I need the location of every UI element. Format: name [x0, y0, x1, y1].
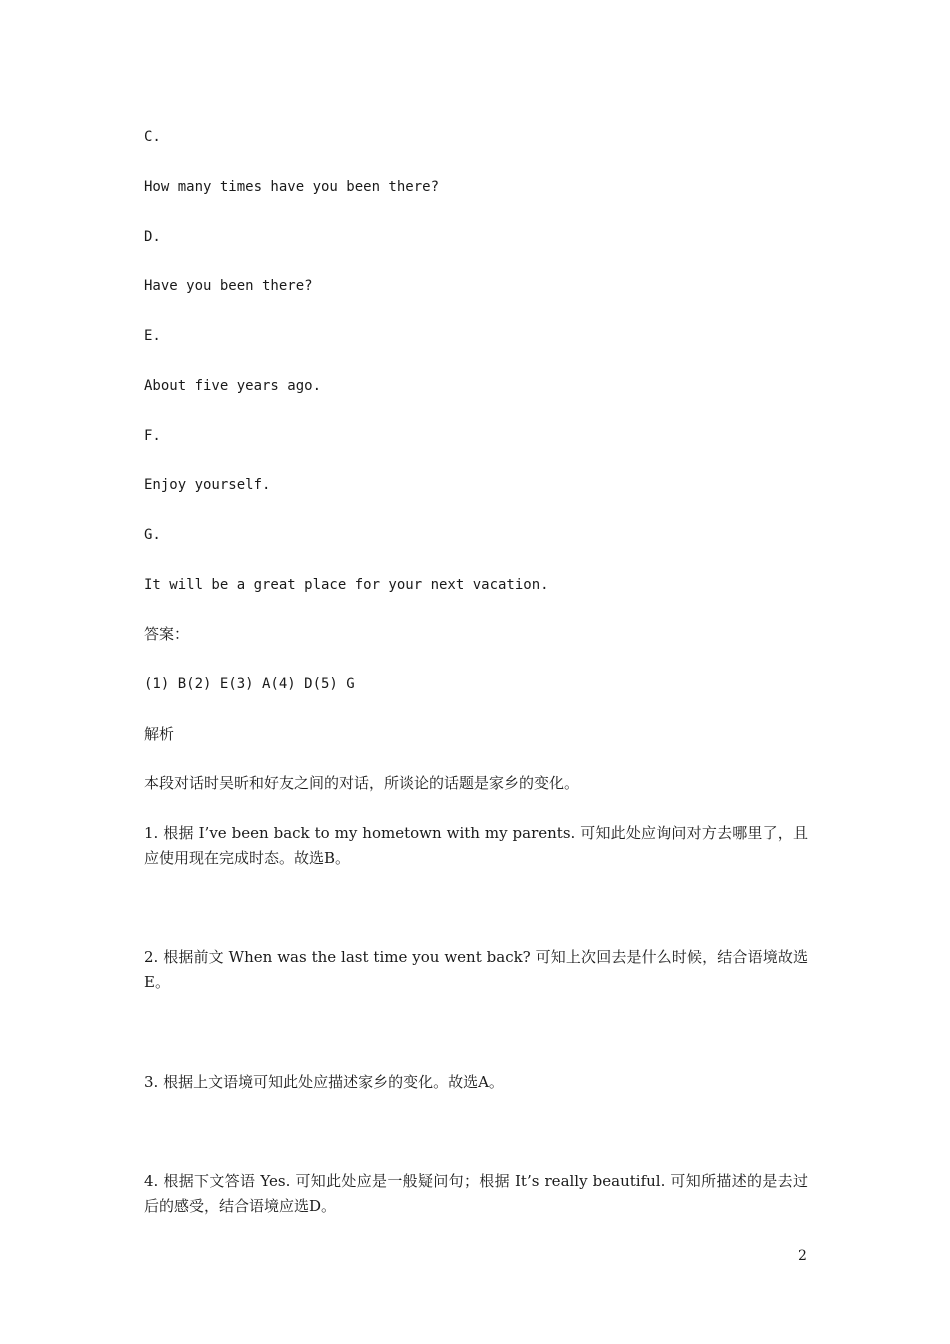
option-d-letter: D.	[144, 229, 161, 245]
option-g-text: It will be a great place for your next vacation.	[144, 577, 549, 593]
answer-heading: 答案：	[144, 625, 190, 643]
analysis-heading: 解析	[144, 725, 175, 743]
option-f-text: Enjoy yourself.	[144, 477, 271, 493]
answer-text: (1) B(2) E(3) A(4) D(5) G	[144, 676, 355, 692]
explanation-4: 4. 根据下文答语 Yes. 可知此处应是一般疑问句；根据 It’s really beautiful. 可知所描述的是去过后的感受，结合语境应选D。	[144, 1172, 808, 1215]
explanation-3: 3. 根据上文语境可知此处应描述家乡的变化。故选A。	[144, 1073, 504, 1091]
page-number: 2	[798, 1248, 807, 1264]
option-e-text: About five years ago.	[144, 378, 322, 394]
option-d-text: Have you been there?	[144, 278, 313, 294]
option-c-text: How many times have you been there?	[144, 179, 440, 195]
explanation-1: 1. 根据 I’ve been back to my hometown with my parents. 可知此处应询问对方去哪里了，且应使用现在完成时态。故选B。	[144, 824, 808, 867]
option-c-letter: C.	[144, 129, 161, 145]
option-g-letter: G.	[144, 527, 161, 543]
option-f-letter: F.	[144, 428, 161, 444]
option-e-letter: E.	[144, 328, 161, 344]
explanation-2: 2. 根据前文 When was the last time you went back? 可知上次回去是什么时候，结合语境故选E。	[144, 948, 808, 991]
analysis-intro: 本段对话时吴昕和好友之间的对话，所谈论的话题是家乡的变化。	[144, 774, 580, 792]
